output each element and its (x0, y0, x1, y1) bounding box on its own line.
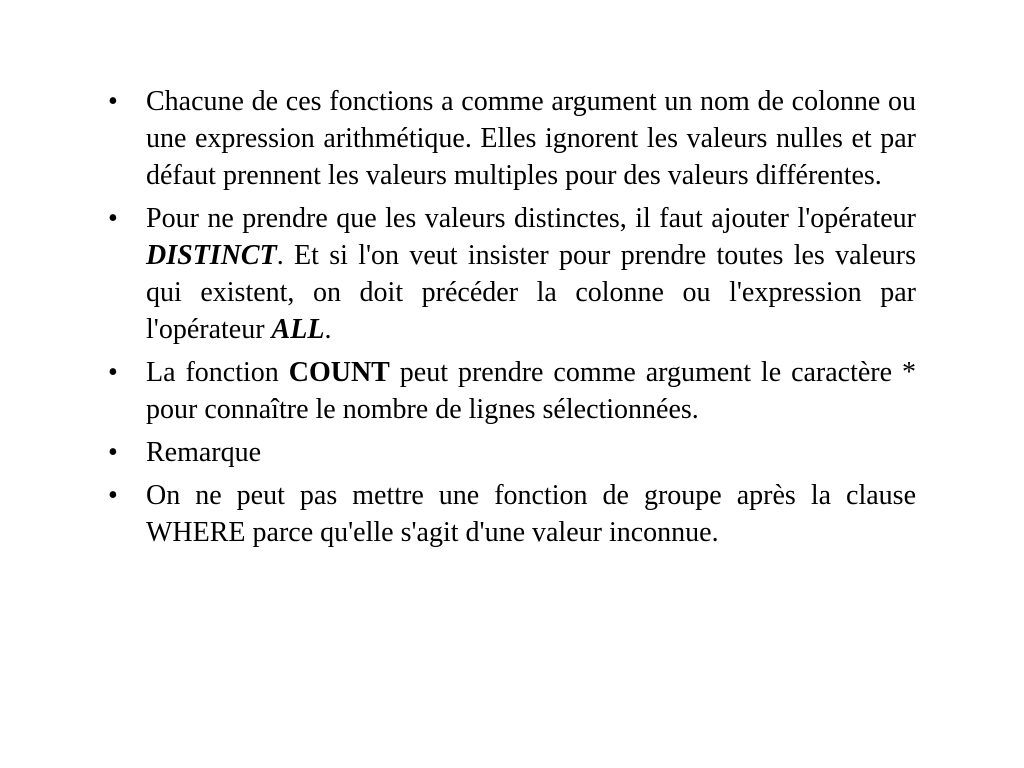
bullet-marker: • (108, 357, 118, 388)
bullet-marker: • (108, 480, 118, 511)
text-segment: . (324, 314, 332, 345)
bullet-text (146, 200, 916, 348)
bullet-item-where-clause (108, 477, 916, 551)
bullet-item-remarque (108, 434, 916, 471)
bullet-text (146, 354, 916, 428)
bullet-item-functions-argument (108, 83, 916, 194)
text-segment: La fonction (146, 357, 289, 388)
text-segment: Pour ne prendre que les valeurs distinctes, il faut ajouter l'opérateur (146, 203, 916, 234)
bullet-marker: • (108, 203, 118, 234)
keyword-distinct: DISTINCT (146, 240, 277, 271)
bullet-text: Remarque (146, 437, 262, 468)
bullet-item-count (108, 354, 916, 428)
keyword-all: ALL (271, 314, 325, 345)
bullet-item-distinct (108, 200, 916, 348)
bullet-marker: • (108, 437, 118, 468)
bullet-list (108, 83, 916, 557)
text-segment: . Et si l'on veut insister pour prendre toutes les valeurs qui existent, on doit précéder la colonne ou l'expression par l'opérateur (146, 240, 916, 345)
bullet-text: On ne peut pas mettre une fonction de groupe après la clause WHERE parce qu'elle s'agit d'une valeur inconnue. (146, 480, 916, 548)
bullet-marker: • (108, 86, 118, 117)
text-segment: peut prendre comme argument le caractère * pour connaître le nombre de lignes sélectionnées. (146, 357, 917, 425)
keyword-count: COUNT (288, 357, 390, 388)
bullet-text: Chacune de ces fonctions a comme argument un nom de colonne ou une expression arithmétique. Elles ignorent les valeurs nulles et par défaut prennent les valeurs multiples pour des valeurs différentes. (146, 86, 916, 191)
